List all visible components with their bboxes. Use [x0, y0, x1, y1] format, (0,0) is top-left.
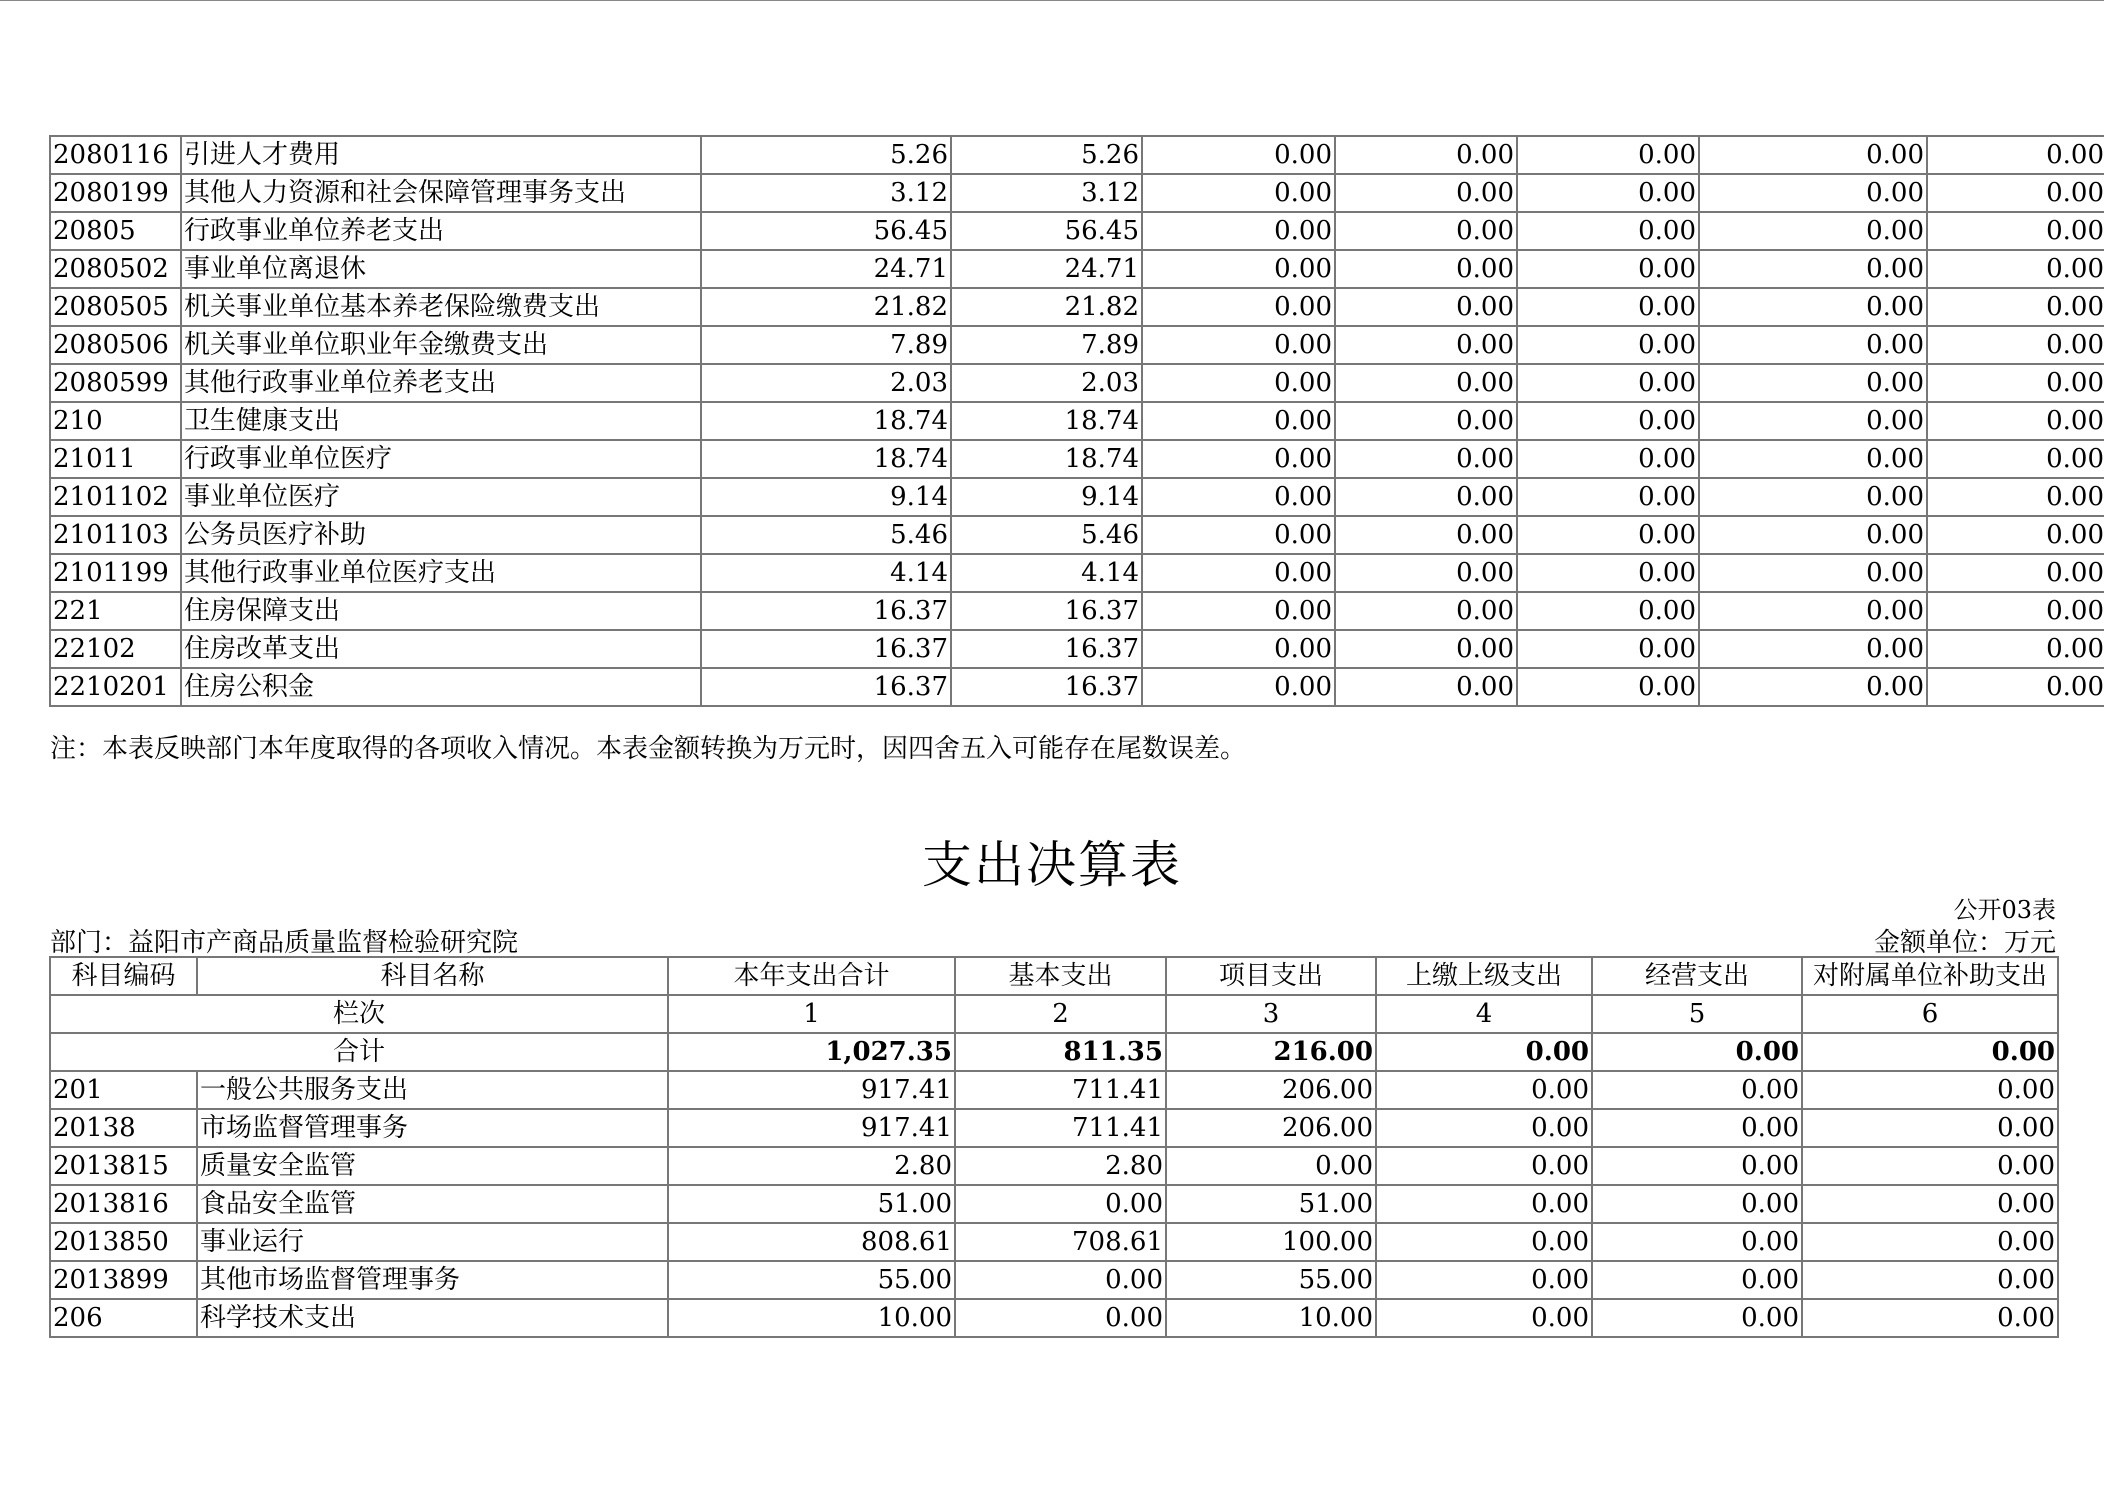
code-cell: 2013850 [50, 1223, 197, 1261]
code-cell: 2013816 [50, 1185, 197, 1223]
value-cell: 0.00 [1142, 668, 1335, 706]
value-cell: 0.00 [1927, 212, 2104, 250]
value-cell: 0.00 [955, 1261, 1166, 1299]
value-cell: 0.00 [1699, 250, 1927, 288]
total-cell: 216.00 [1166, 1033, 1376, 1071]
value-cell: 0.00 [1927, 478, 2104, 516]
header-cell: 对附属单位补助支出 [1802, 957, 2058, 995]
value-cell: 711.41 [955, 1109, 1166, 1147]
total-cell: 0.00 [1592, 1033, 1802, 1071]
value-cell: 0.00 [1335, 250, 1517, 288]
code-cell: 2080506 [50, 326, 181, 364]
name-cell: 市场监督管理事务 [197, 1109, 668, 1147]
value-cell: 0.00 [1699, 364, 1927, 402]
value-cell: 0.00 [1335, 288, 1517, 326]
value-cell: 0.00 [1927, 630, 2104, 668]
name-cell: 机关事业单位基本养老保险缴费支出 [181, 288, 701, 326]
name-cell: 其他行政事业单位养老支出 [181, 364, 701, 402]
code-cell: 2080199 [50, 174, 181, 212]
value-cell: 16.37 [951, 592, 1142, 630]
column-number-cell: 3 [1166, 995, 1376, 1033]
code-cell: 2210201 [50, 668, 181, 706]
code-cell: 2101102 [50, 478, 181, 516]
value-cell: 5.26 [951, 136, 1142, 174]
value-cell: 16.37 [951, 668, 1142, 706]
value-cell: 0.00 [1517, 592, 1699, 630]
table-row [50, 478, 2104, 516]
name-cell: 食品安全监管 [197, 1185, 668, 1223]
value-cell: 55.00 [1166, 1261, 1376, 1299]
value-cell: 0.00 [1335, 668, 1517, 706]
value-cell: 0.00 [1592, 1223, 1802, 1261]
name-cell: 其他行政事业单位医疗支出 [181, 554, 701, 592]
name-cell: 机关事业单位职业年金缴费支出 [181, 326, 701, 364]
value-cell: 0.00 [1335, 174, 1517, 212]
value-cell: 3.12 [951, 174, 1142, 212]
code-cell: 20138 [50, 1109, 197, 1147]
header-cell: 经营支出 [1592, 957, 1802, 995]
table-row [50, 516, 2104, 554]
value-cell: 0.00 [1927, 402, 2104, 440]
upper-table-body [50, 136, 2104, 706]
value-cell: 0.00 [1335, 440, 1517, 478]
value-cell: 0.00 [1927, 136, 2104, 174]
value-cell: 0.00 [1376, 1071, 1592, 1109]
code-cell: 210 [50, 402, 181, 440]
value-cell: 0.00 [1592, 1071, 1802, 1109]
value-cell: 16.37 [701, 668, 951, 706]
value-cell: 0.00 [1335, 326, 1517, 364]
code-cell: 2080502 [50, 250, 181, 288]
value-cell: 18.74 [701, 402, 951, 440]
top-border-line [0, 0, 2104, 1]
code-cell: 2101103 [50, 516, 181, 554]
value-cell: 0.00 [1142, 402, 1335, 440]
value-cell: 24.71 [701, 250, 951, 288]
table-row [50, 1109, 2058, 1147]
name-cell: 公务员医疗补助 [181, 516, 701, 554]
code-cell: 22102 [50, 630, 181, 668]
name-cell: 科学技术支出 [197, 1299, 668, 1337]
value-cell: 0.00 [1699, 554, 1927, 592]
value-cell: 0.00 [1927, 440, 2104, 478]
value-cell: 0.00 [1142, 326, 1335, 364]
value-cell: 16.37 [701, 630, 951, 668]
value-cell: 0.00 [1376, 1223, 1592, 1261]
value-cell: 0.00 [1802, 1071, 2058, 1109]
code-cell: 2101199 [50, 554, 181, 592]
value-cell: 0.00 [1335, 554, 1517, 592]
total-row [50, 1033, 2058, 1071]
value-cell: 0.00 [1166, 1147, 1376, 1185]
value-cell: 0.00 [1592, 1185, 1802, 1223]
value-cell: 0.00 [1592, 1299, 1802, 1337]
value-cell: 711.41 [955, 1071, 1166, 1109]
value-cell: 0.00 [1699, 402, 1927, 440]
name-cell: 事业单位医疗 [181, 478, 701, 516]
table-row [50, 554, 2104, 592]
value-cell: 0.00 [1335, 630, 1517, 668]
value-cell: 0.00 [1927, 326, 2104, 364]
table-row [50, 250, 2104, 288]
code-cell: 2013815 [50, 1147, 197, 1185]
total-cell: 0.00 [1802, 1033, 2058, 1071]
value-cell: 5.26 [701, 136, 951, 174]
column-label-cell: 栏次 [50, 995, 668, 1033]
value-cell: 0.00 [1517, 174, 1699, 212]
value-cell: 0.00 [1376, 1109, 1592, 1147]
code-cell: 20805 [50, 212, 181, 250]
code-cell: 2080599 [50, 364, 181, 402]
value-cell: 0.00 [1376, 1299, 1592, 1337]
value-cell: 51.00 [1166, 1185, 1376, 1223]
value-cell: 100.00 [1166, 1223, 1376, 1261]
name-cell: 住房改革支出 [181, 630, 701, 668]
value-cell: 5.46 [951, 516, 1142, 554]
form-number: 公开03表 [1953, 896, 2056, 924]
value-cell: 18.74 [951, 440, 1142, 478]
value-cell: 0.00 [1335, 516, 1517, 554]
value-cell: 0.00 [1699, 326, 1927, 364]
value-cell: 56.45 [701, 212, 951, 250]
header-cell: 上缴上级支出 [1376, 957, 1592, 995]
page-title: 支出决算表 [922, 836, 1182, 894]
value-cell: 0.00 [1142, 136, 1335, 174]
table-row [50, 288, 2104, 326]
value-cell: 2.80 [668, 1147, 955, 1185]
value-cell: 0.00 [1517, 326, 1699, 364]
value-cell: 0.00 [1517, 440, 1699, 478]
column-number-cell: 6 [1802, 995, 2058, 1033]
value-cell: 0.00 [1699, 592, 1927, 630]
value-cell: 0.00 [1927, 554, 2104, 592]
value-cell: 4.14 [951, 554, 1142, 592]
value-cell: 0.00 [1142, 440, 1335, 478]
name-cell: 住房公积金 [181, 668, 701, 706]
value-cell: 0.00 [1142, 478, 1335, 516]
table-row [50, 402, 2104, 440]
name-cell: 引进人才费用 [181, 136, 701, 174]
value-cell: 0.00 [1802, 1147, 2058, 1185]
code-cell: 21011 [50, 440, 181, 478]
value-cell: 16.37 [951, 630, 1142, 668]
value-cell: 0.00 [1592, 1147, 1802, 1185]
value-cell: 0.00 [1517, 478, 1699, 516]
table-row [50, 326, 2104, 364]
value-cell: 7.89 [951, 326, 1142, 364]
value-cell: 0.00 [1699, 516, 1927, 554]
value-cell: 0.00 [1335, 402, 1517, 440]
table-row [50, 668, 2104, 706]
value-cell: 0.00 [1335, 364, 1517, 402]
value-cell: 0.00 [1517, 288, 1699, 326]
value-cell: 0.00 [955, 1299, 1166, 1337]
name-cell: 其他市场监督管理事务 [197, 1261, 668, 1299]
value-cell: 7.89 [701, 326, 951, 364]
table-row [50, 1223, 2058, 1261]
code-cell: 221 [50, 592, 181, 630]
value-cell: 0.00 [1517, 668, 1699, 706]
department-label: 部门：益阳市产商品质量监督检验研究院 [50, 928, 519, 958]
value-cell: 0.00 [1927, 364, 2104, 402]
table-row [50, 212, 2104, 250]
value-cell: 0.00 [1335, 136, 1517, 174]
value-cell: 0.00 [1699, 630, 1927, 668]
column-number-cell: 5 [1592, 995, 1802, 1033]
value-cell: 0.00 [1699, 174, 1927, 212]
code-cell: 2080505 [50, 288, 181, 326]
value-cell: 0.00 [1142, 288, 1335, 326]
value-cell: 0.00 [1335, 478, 1517, 516]
value-cell: 0.00 [1517, 630, 1699, 668]
value-cell: 708.61 [955, 1223, 1166, 1261]
value-cell: 9.14 [951, 478, 1142, 516]
value-cell: 0.00 [1802, 1261, 2058, 1299]
table-row [50, 1147, 2058, 1185]
value-cell: 0.00 [1142, 364, 1335, 402]
value-cell: 0.00 [1927, 250, 2104, 288]
value-cell: 3.12 [701, 174, 951, 212]
table-row [50, 136, 2104, 174]
name-cell: 一般公共服务支出 [197, 1071, 668, 1109]
value-cell: 0.00 [1517, 250, 1699, 288]
value-cell: 917.41 [668, 1071, 955, 1109]
table-note: 注：本表反映部门本年度取得的各项收入情况。本表金额转换为万元时，因四舍五入可能存在尾数误差。 [50, 734, 1247, 764]
name-cell: 卫生健康支出 [181, 402, 701, 440]
value-cell: 4.14 [701, 554, 951, 592]
value-cell: 0.00 [955, 1185, 1166, 1223]
value-cell: 0.00 [1699, 440, 1927, 478]
value-cell: 0.00 [1376, 1147, 1592, 1185]
header-cell: 科目名称 [197, 957, 668, 995]
value-cell: 16.37 [701, 592, 951, 630]
value-cell: 55.00 [668, 1261, 955, 1299]
name-cell: 其他人力资源和社会保障管理事务支出 [181, 174, 701, 212]
value-cell: 0.00 [1699, 212, 1927, 250]
value-cell: 0.00 [1802, 1223, 2058, 1261]
total-cell: 1,027.35 [668, 1033, 955, 1071]
table-row [50, 174, 2104, 212]
value-cell: 51.00 [668, 1185, 955, 1223]
value-cell: 0.00 [1142, 592, 1335, 630]
name-cell: 住房保障支出 [181, 592, 701, 630]
header-cell: 本年支出合计 [668, 957, 955, 995]
name-cell: 事业运行 [197, 1223, 668, 1261]
table-row [50, 592, 2104, 630]
value-cell: 0.00 [1927, 592, 2104, 630]
value-cell: 0.00 [1376, 1185, 1592, 1223]
expense-table-body [50, 957, 2058, 1337]
code-cell: 201 [50, 1071, 197, 1109]
value-cell: 206.00 [1166, 1109, 1376, 1147]
name-cell: 质量安全监管 [197, 1147, 668, 1185]
value-cell: 0.00 [1699, 478, 1927, 516]
value-cell: 18.74 [701, 440, 951, 478]
value-cell: 0.00 [1142, 516, 1335, 554]
table-row [50, 1071, 2058, 1109]
value-cell: 0.00 [1592, 1109, 1802, 1147]
table-row [50, 364, 2104, 402]
expense-table [49, 956, 2059, 1338]
value-cell: 5.46 [701, 516, 951, 554]
header-cell: 科目编码 [50, 957, 197, 995]
value-cell: 0.00 [1927, 516, 2104, 554]
value-cell: 10.00 [1166, 1299, 1376, 1337]
value-cell: 0.00 [1927, 174, 2104, 212]
value-cell: 917.41 [668, 1109, 955, 1147]
value-cell: 0.00 [1592, 1261, 1802, 1299]
value-cell: 0.00 [1142, 554, 1335, 592]
value-cell: 21.82 [951, 288, 1142, 326]
value-cell: 0.00 [1517, 364, 1699, 402]
value-cell: 0.00 [1335, 212, 1517, 250]
total-cell: 811.35 [955, 1033, 1166, 1071]
value-cell: 0.00 [1335, 592, 1517, 630]
column-number-cell: 4 [1376, 995, 1592, 1033]
column-number-cell: 2 [955, 995, 1166, 1033]
value-cell: 10.00 [668, 1299, 955, 1337]
code-cell: 206 [50, 1299, 197, 1337]
table-row [50, 630, 2104, 668]
header-row [50, 957, 2058, 995]
value-cell: 0.00 [1142, 212, 1335, 250]
value-cell: 0.00 [1142, 630, 1335, 668]
value-cell: 0.00 [1517, 212, 1699, 250]
value-cell: 808.61 [668, 1223, 955, 1261]
value-cell: 0.00 [1699, 288, 1927, 326]
upper-income-table [49, 135, 2104, 707]
code-cell: 2013899 [50, 1261, 197, 1299]
total-cell: 0.00 [1376, 1033, 1592, 1071]
name-cell: 事业单位离退休 [181, 250, 701, 288]
total-label-cell: 合计 [50, 1033, 668, 1071]
value-cell: 56.45 [951, 212, 1142, 250]
value-cell: 24.71 [951, 250, 1142, 288]
table-row [50, 440, 2104, 478]
name-cell: 行政事业单位养老支出 [181, 212, 701, 250]
value-cell: 0.00 [1927, 668, 2104, 706]
value-cell: 0.00 [1802, 1109, 2058, 1147]
name-cell: 行政事业单位医疗 [181, 440, 701, 478]
value-cell: 0.00 [1802, 1185, 2058, 1223]
value-cell: 0.00 [1802, 1299, 2058, 1337]
value-cell: 0.00 [1142, 250, 1335, 288]
value-cell: 0.00 [1699, 136, 1927, 174]
amount-unit-label: 金额单位：万元 [1873, 928, 2056, 958]
value-cell: 2.03 [701, 364, 951, 402]
header-cell: 项目支出 [1166, 957, 1376, 995]
value-cell: 0.00 [1517, 554, 1699, 592]
value-cell: 0.00 [1699, 668, 1927, 706]
table-row [50, 1185, 2058, 1223]
column-number-row [50, 995, 2058, 1033]
value-cell: 0.00 [1376, 1261, 1592, 1299]
column-number-cell: 1 [668, 995, 955, 1033]
value-cell: 0.00 [1927, 288, 2104, 326]
value-cell: 9.14 [701, 478, 951, 516]
value-cell: 0.00 [1517, 516, 1699, 554]
value-cell: 2.03 [951, 364, 1142, 402]
value-cell: 21.82 [701, 288, 951, 326]
table-row [50, 1261, 2058, 1299]
header-cell: 基本支出 [955, 957, 1166, 995]
value-cell: 0.00 [1517, 402, 1699, 440]
value-cell: 0.00 [1517, 136, 1699, 174]
value-cell: 206.00 [1166, 1071, 1376, 1109]
value-cell: 18.74 [951, 402, 1142, 440]
value-cell: 2.80 [955, 1147, 1166, 1185]
table-row [50, 1299, 2058, 1337]
code-cell: 2080116 [50, 136, 181, 174]
value-cell: 0.00 [1142, 174, 1335, 212]
